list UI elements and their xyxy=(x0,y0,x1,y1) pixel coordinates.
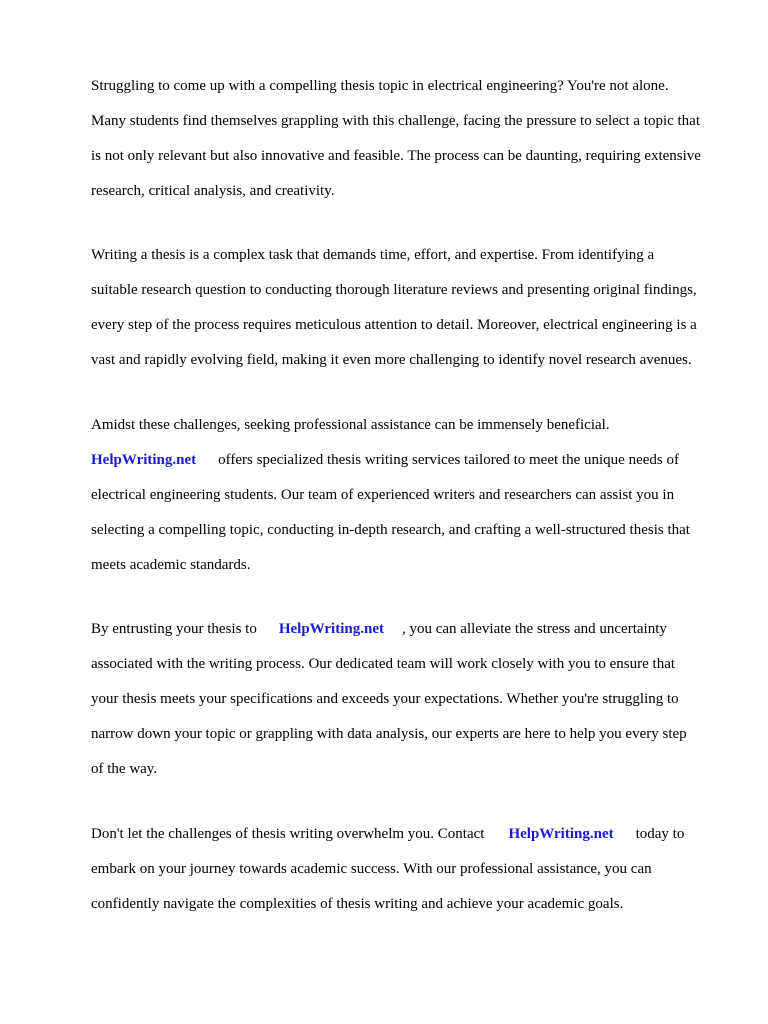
helpwriting-link[interactable]: HelpWriting.net xyxy=(91,451,197,468)
text-line: Amidst these challenges, seeking professional assistance can be immensely beneficial. xyxy=(91,416,610,433)
text-line xyxy=(91,826,731,844)
text-line xyxy=(91,452,731,470)
text-line: your thesis meets your specifications and exceeds your expectations. Whether you're struggling to xyxy=(91,691,679,707)
text-line: research, critical analysis, and creativity. xyxy=(91,182,335,199)
text-line: vast and rapidly evolving field, making it even more challenging to identify novel research avenues. xyxy=(91,352,692,368)
text-fragment: , you can alleviate the stress and uncertainty xyxy=(401,621,667,637)
text-line: is not only relevant but also innovative and feasible. The process can be daunting, requiring extensive xyxy=(91,147,701,164)
text-fragment: Don't let the challenges of thesis writing overwhelm you. Contact xyxy=(91,825,485,842)
helpwriting-link[interactable]: HelpWriting.net xyxy=(508,825,614,842)
text-fragment: offers specialized thesis writing services tailored to meet the unique needs of xyxy=(218,451,679,468)
text-line: embark on your journey towards academic success. With our professional assistance, you can xyxy=(91,860,652,877)
paragraph-1 xyxy=(91,60,731,218)
text-fragment: By entrusting your thesis to xyxy=(91,621,257,637)
text-line: of the way. xyxy=(91,761,158,777)
helpwriting-link[interactable]: HelpWriting.net xyxy=(278,621,384,637)
text-line: Struggling to come up with a compelling thesis topic in electrical engineering? You're not alone. xyxy=(91,77,669,94)
paragraph-2 xyxy=(91,230,731,388)
text-line: confidently navigate the complexities of thesis writing and achieve your academic goals. xyxy=(91,895,624,912)
paragraph-5 xyxy=(91,808,731,931)
paragraph-3 xyxy=(91,399,731,592)
document-body xyxy=(91,60,731,943)
text-line: every step of the process requires meticulous attention to detail. Moreover, electrical engineering is a xyxy=(91,317,697,333)
text-line: Writing a thesis is a complex task that demands time, effort, and expertise. From identifying a xyxy=(91,247,655,263)
text-line xyxy=(91,621,731,639)
text-line: selecting a compelling topic, conducting in-depth research, and crafting a well-structured thesis that xyxy=(91,521,690,538)
text-line: meets academic standards. xyxy=(91,556,251,573)
paragraph-4 xyxy=(91,604,731,797)
text-fragment: today to xyxy=(635,825,685,842)
text-line: Many students find themselves grappling with this challenge, facing the pressure to select a topic that xyxy=(91,112,701,129)
text-line: narrow down your topic or grappling with data analysis, our experts are here to help you every step xyxy=(91,726,687,742)
text-line: electrical engineering students. Our team of experienced writers and researchers can assist you in xyxy=(91,486,675,503)
text-line: suitable research question to conducting thorough literature reviews and presenting original findings, xyxy=(91,282,697,298)
text-line: associated with the writing process. Our dedicated team will work closely with you to ensure that xyxy=(91,656,676,672)
